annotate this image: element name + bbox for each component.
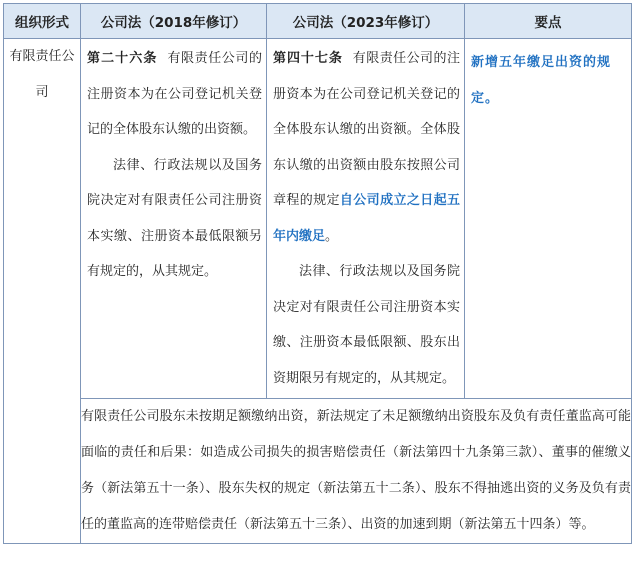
key-point-cell	[465, 39, 632, 399]
article-2018-number: 第二十六条	[87, 51, 158, 66]
org-form-cell	[4, 39, 81, 544]
article-2023-text-pre: 有限责任公司的注册资本为在公司登记机关登记的全体股东认缴的出资额。全体股东认缴的出资额由股东按照公司章程的规定	[273, 51, 460, 208]
note-row	[4, 399, 632, 544]
article-2018-text: 有限责任公司的注册资本为在公司登记机关登记的全体股东认缴的出资额。	[87, 51, 262, 137]
org-form-text: 有限责任公司	[9, 49, 75, 100]
law-2023-para2: 法律、行政法规以及国务院决定对有限责任公司注册资本实缴、注册资本最低限额、股东出资期限另有规定的，从其规定。	[273, 264, 460, 386]
article-2023-number: 第四十七条	[273, 51, 343, 66]
law-2018-para1	[87, 41, 262, 148]
header-law-2023: 公司法（2023年修订）	[267, 4, 465, 39]
law-2023-para1	[273, 41, 460, 254]
header-org-form: 组织形式	[4, 4, 81, 39]
law-2018-cell	[81, 39, 267, 399]
key-point-text: 新增五年缴足出资的规定。	[471, 55, 612, 106]
table-row	[4, 39, 632, 399]
header-key-points: 要点	[465, 4, 632, 39]
article-2023-highlight: 自公司成立之日起五年内缴足	[273, 193, 460, 244]
header-row	[4, 4, 632, 39]
article-2023-text-post: 。	[325, 228, 339, 244]
law-comparison-table	[3, 3, 632, 544]
law-2018-para2: 法律、行政法规以及国务院决定对有限责任公司注册资本实缴、注册资本最低限额另有规定的，从其规定。	[87, 157, 262, 279]
header-law-2018: 公司法（2018年修订）	[81, 4, 267, 39]
note-cell	[81, 399, 632, 544]
note-text: 有限责任公司股东未按期足额缴纳出资，新法规定了未足额缴纳出资股东及负有责任董监高可能面临的责任和后果：如造成公司损失的损害赔偿责任（新法第四十九条第三款）、董事的催缴义务（新法第五十一条）、股东失权的规定（新法第五十二条）、股东不得抽逃出资的义务及负有责任的董监高的连带赔偿责任（新法第五十三条）、出资的加速到期（新法第五十四条）等。	[81, 409, 631, 532]
law-2023-cell	[267, 39, 465, 399]
